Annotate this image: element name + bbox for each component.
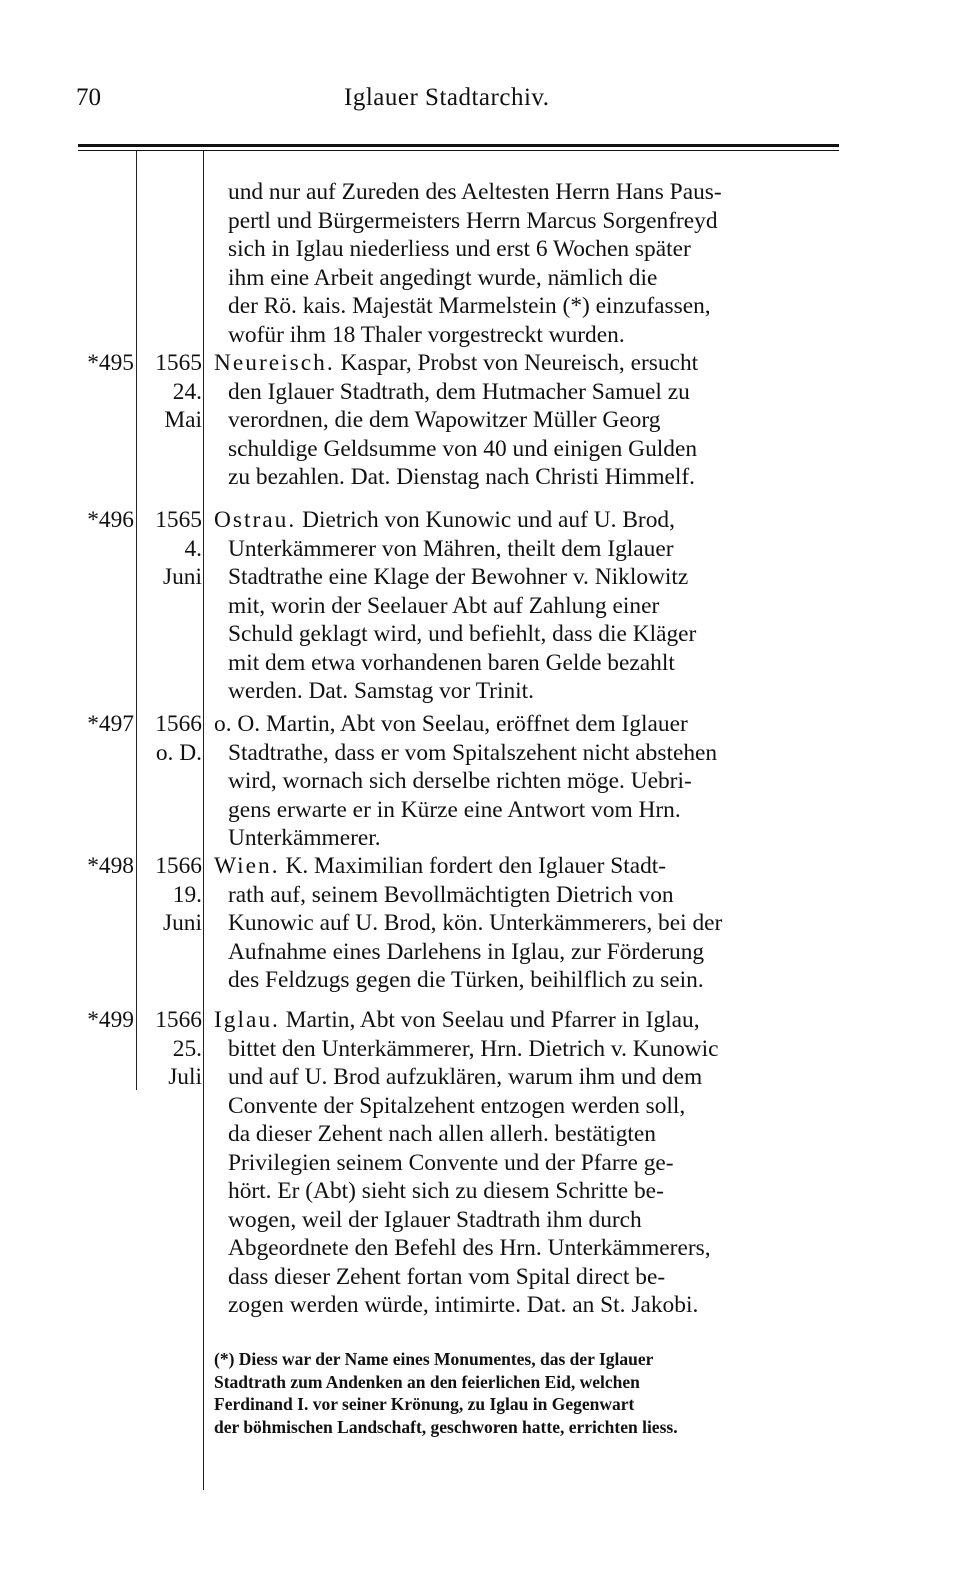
text-line: sich in Iglau niederliess und erst 6 Wochen später: [228, 236, 691, 262]
text-line: pertl und Bürgermeisters Herrn Marcus Sorgenfreyd: [228, 207, 718, 234]
entry-first-line: [214, 506, 838, 535]
date-year: 1566: [155, 711, 202, 737]
entry-place: Iglau.: [214, 1007, 280, 1033]
text-line: wofür ihm 18 Thaler vorgestreckt wurden.: [228, 321, 625, 348]
entry-place: Wien.: [214, 853, 280, 879]
entry-place: o. O.: [214, 711, 261, 737]
footnote-line: der böhmischen Landschaft, geschworen hatte, errichten liess.: [214, 1416, 678, 1437]
header-rule-thick: [78, 144, 839, 147]
entry-date: [138, 349, 202, 435]
entry-date: [138, 710, 202, 767]
entry-number: *498: [87, 853, 134, 879]
text-line: werden. Dat. Samstag vor Trinit.: [228, 678, 535, 704]
text-line: Unterkämmerer.: [228, 825, 381, 851]
footnote-line: (*) Diess war der Name eines Monumentes, das der Iglauer: [214, 1349, 654, 1369]
text-line: wogen, weil der Iglauer Stadtrath ihm durch: [228, 1206, 642, 1233]
text-line: schuldige Geldsumme von 40 und einigen Gulden: [228, 435, 698, 462]
text-line: Stadtrathe, dass er vom Spitalszehent nicht abstehen: [228, 739, 718, 766]
entry-text: [214, 506, 838, 706]
text-line: Abgeordnete den Befehl des Hrn. Unterkämmerers,: [228, 1235, 711, 1261]
date-year: 1565: [155, 507, 202, 533]
text-line: rath auf, seinem Bevollmächtigten Dietrich von: [228, 881, 674, 908]
date-year: 1565: [155, 350, 202, 376]
text-line: mit, worin der Seelauer Abt auf Zahlung einer: [228, 592, 660, 619]
entry-place: Neureisch.: [214, 350, 335, 376]
date-day: 4.: [184, 535, 202, 562]
text-line: und nur auf Zureden des Aeltesten Herrn Hans Paus-: [228, 179, 722, 205]
date-month: Juni: [163, 910, 202, 936]
date-month: Juli: [168, 1064, 202, 1090]
date-day: o. D.: [155, 739, 202, 766]
date-day: 25.: [172, 1035, 202, 1062]
entry-first-line: [214, 1006, 838, 1035]
text-line: gens erwarte er in Kürze eine Antwort vom Hrn.: [228, 796, 681, 823]
entry-date: [138, 1006, 202, 1092]
running-title: Iglauer Stadtarchiv.: [344, 84, 550, 111]
entry-number: *495: [87, 350, 134, 376]
text-line: hört. Er (Abt) sieht sich zu diesem Schritte be-: [228, 1178, 664, 1204]
text-line: Dietrich von Kunowic und auf U. Brod,: [302, 507, 675, 533]
entry-text: [214, 852, 838, 995]
text-line: Schuld geklagt wird, und befiehlt, dass die Kläger: [228, 621, 697, 647]
text-line: Aufnahme eines Darlehens in Iglau, zur Förderung: [228, 938, 705, 965]
entry-text: [214, 349, 838, 492]
date-month: Mai: [164, 407, 202, 433]
text-line: ihm eine Arbeit angedingt wurde, nämlich die: [228, 264, 658, 291]
text-line: zu bezahlen. Dat. Dienstag nach Christi Himmelf.: [228, 464, 696, 490]
footnote: [214, 1348, 838, 1438]
text-line: bittet den Unterkämmerer, Hrn. Dietrich v. Kunowic: [228, 1035, 719, 1062]
entry-number: *497: [87, 711, 134, 737]
column-divider-number: [136, 150, 137, 1090]
entry-date: [138, 852, 202, 938]
date-month: Juni: [163, 564, 202, 590]
entry-number: *496: [87, 507, 134, 533]
text-line: zogen werden würde, intimirte. Dat. an St. Jakobi.: [228, 1292, 699, 1318]
date-year: 1566: [155, 1007, 202, 1033]
text-line: der Rö. kais. Majestät Marmelstein (*) einzufassen,: [228, 293, 711, 319]
date-year: 1566: [155, 853, 202, 879]
text-line: mit dem etwa vorhandenen baren Gelde bezahlt: [228, 649, 675, 676]
text-line: dass dieser Zehent fortan vom Spital direct be-: [228, 1263, 666, 1290]
text-line: Convente der Spitalzehent entzogen werden soll,: [228, 1092, 686, 1119]
date-day: 19.: [172, 881, 202, 908]
text-line: Martin, Abt von Seelau und Pfarrer in Iglau,: [285, 1007, 700, 1033]
page-number: 70: [76, 84, 101, 111]
text-line: Kunowic auf U. Brod, kön. Unterkämmerers, bei der: [228, 910, 723, 936]
text-line: des Feldzugs gegen die Türken, beihilflich zu sein.: [228, 967, 704, 993]
date-day: 24.: [172, 378, 202, 405]
text-line: den Iglauer Stadtrath, dem Hutmacher Samuel zu: [228, 378, 690, 405]
entry-place: Ostrau.: [214, 507, 297, 533]
entry-first-line: [214, 852, 838, 881]
text-line: wird, wornach sich derselbe richten möge. Uebri-: [228, 768, 692, 794]
entry-number: *499: [87, 1007, 134, 1033]
footnote-line: Ferdinand I. vor seiner Krönung, zu Iglau in Gegenwart: [214, 1394, 635, 1414]
text-line: Martin, Abt von Seelau, eröffnet dem Iglauer: [266, 711, 688, 737]
entry-date: [138, 506, 202, 592]
text-line: da dieser Zehent nach allen allerh. bestätigten: [228, 1121, 656, 1147]
entry-first-line: [214, 349, 838, 378]
entry-text: [214, 710, 838, 853]
text-line: Stadtrathe eine Klage der Bewohner v. Niklowitz: [228, 564, 689, 590]
header-rule-thin: [78, 150, 839, 151]
entry-first-line: [214, 710, 838, 739]
text-line: und auf U. Brod aufzuklären, warum ihm und dem: [228, 1064, 703, 1090]
text-line: Privilegien seinem Convente und der Pfarre ge-: [228, 1149, 674, 1176]
column-divider-date: [203, 150, 204, 1490]
text-line: verordnen, die dem Wapowitzer Müller Georg: [228, 407, 661, 433]
continuation-text: [214, 178, 838, 349]
footnote-line: Stadtrath zum Andenken an den feierlichen Eid, welchen: [214, 1371, 640, 1392]
entry-text: [214, 1006, 838, 1320]
text-line: Kaspar, Probst von Neureisch, ersucht: [340, 350, 699, 376]
text-line: Unterkämmerer von Mähren, theilt dem Iglauer: [228, 535, 674, 562]
text-line: K. Maximilian fordert den Iglauer Stadt-: [285, 853, 667, 879]
